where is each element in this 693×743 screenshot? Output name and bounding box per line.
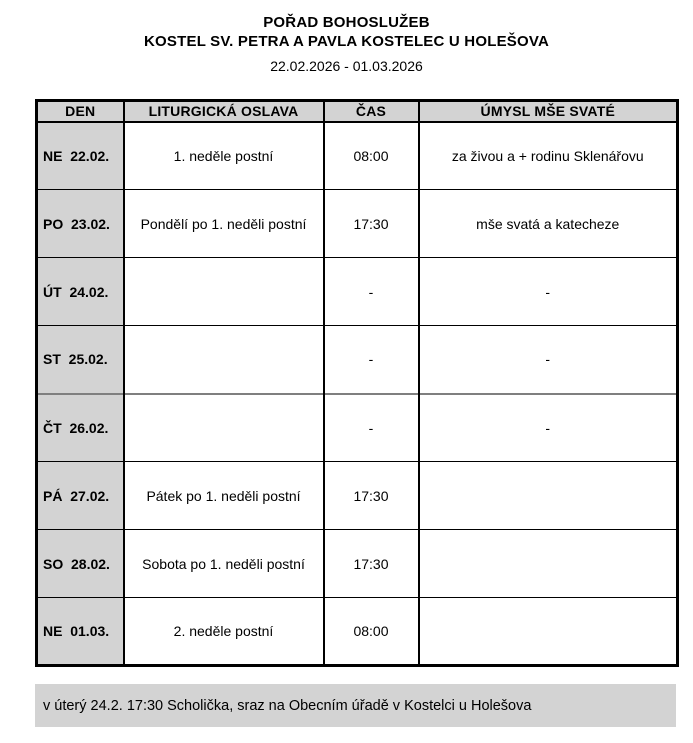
date-range: 22.02.2026 - 01.03.2026 — [270, 58, 423, 74]
table-cell-time: 17:30 — [324, 530, 419, 598]
table-cell-celebration: Pondělí po 1. neděli postní — [124, 190, 324, 258]
footer-note-bar — [35, 684, 676, 727]
table-cell-intention — [419, 530, 678, 598]
table-row — [37, 122, 678, 190]
table-row — [37, 598, 678, 666]
table-cell-celebration: Sobota po 1. neděli postní — [124, 530, 324, 598]
table-cell-day: ČT 26.02. — [37, 394, 124, 462]
table-cell-day: ÚT 24.02. — [37, 258, 124, 326]
table-row — [37, 530, 678, 598]
table-row — [37, 326, 678, 394]
table-row — [37, 258, 678, 326]
table-cell-time: - — [324, 394, 419, 462]
table-cell-intention: - — [419, 326, 678, 394]
footer-note-text: v úterý 24.2. 17:30 Scholička, sraz na Obecním úřadě v Kostelci u Holešova — [43, 697, 532, 714]
column-header-day: DEN — [37, 101, 124, 122]
schedule-table-header — [37, 101, 678, 122]
table-cell-intention: mše svatá a katecheze — [419, 190, 678, 258]
table-cell-time: 08:00 — [324, 598, 419, 666]
table-cell-time: 17:30 — [324, 462, 419, 530]
table-cell-time: 08:00 — [324, 122, 419, 190]
table-cell-time: - — [324, 326, 419, 394]
table-row — [37, 462, 678, 530]
header-row — [37, 101, 678, 122]
table-row — [37, 190, 678, 258]
table-cell-celebration: 2. neděle postní — [124, 598, 324, 666]
table-cell-celebration — [124, 394, 324, 462]
document-header — [0, 0, 693, 75]
table-cell-day: PÁ 27.02. — [37, 462, 124, 530]
table-cell-day: ST 25.02. — [37, 326, 124, 394]
table-cell-day: NE 22.02. — [37, 122, 124, 190]
table-cell-time: 17:30 — [324, 190, 419, 258]
table-cell-day: PO 23.02. — [37, 190, 124, 258]
schedule-table — [35, 99, 679, 667]
table-cell-intention — [419, 598, 678, 666]
table-cell-intention: za živou a + rodinu Sklenářovu — [419, 122, 678, 190]
table-row — [37, 394, 678, 462]
table-cell-time: - — [324, 258, 419, 326]
column-header-celebration: LITURGICKÁ OSLAVA — [124, 101, 324, 122]
page-subtitle: KOSTEL SV. PETRA A PAVLA KOSTELEC U HOLEŠOVA — [144, 33, 549, 50]
table-cell-celebration — [124, 326, 324, 394]
schedule-body — [37, 122, 678, 666]
table-cell-intention: - — [419, 258, 678, 326]
table-cell-intention: - — [419, 394, 678, 462]
table-cell-day: NE 01.03. — [37, 598, 124, 666]
table-cell-day: SO 28.02. — [37, 530, 124, 598]
page-title: POŘAD BOHOSLUŽEB — [263, 14, 430, 31]
column-header-time: ČAS — [324, 101, 419, 122]
table-cell-intention — [419, 462, 678, 530]
table-cell-celebration — [124, 258, 324, 326]
table-cell-celebration: 1. neděle postní — [124, 122, 324, 190]
table-cell-celebration: Pátek po 1. neděli postní — [124, 462, 324, 530]
column-header-intention: ÚMYSL MŠE SVATÉ — [419, 101, 678, 122]
